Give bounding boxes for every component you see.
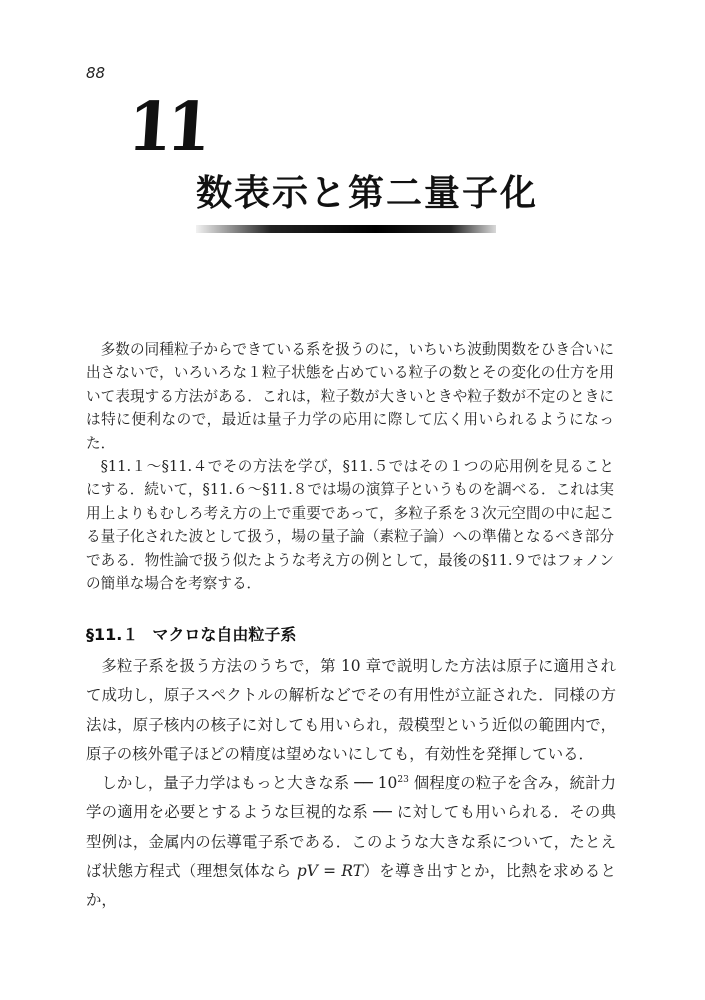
section-body — [86, 652, 616, 916]
chapter-title: 数表示と第二量子化 — [196, 173, 539, 214]
page-number: 88 — [86, 64, 106, 82]
section-number: §11.１ — [86, 625, 139, 644]
body-paragraph-2-part-3: ）を導き出すとか，比熱を求めるとか， — [86, 862, 616, 910]
body-paragraph-2-part-2: 個程度の粒子を含み，統計力学の適用を必要とするような巨視的な系 ── に対しても用いられる．その典型例は，金属内の伝導電子系である．このような大きな系について，たとえば状態方程式（理想気体なら — [86, 774, 616, 881]
exponent-23: 23 — [397, 775, 409, 786]
body-paragraph-1: 多粒子系を扱う方法のうちで，第 10 章で説明した方法は原子に適用されて成功し，原子スペクトルの解析などでその有用性が立証された．同様の方法は，原子核内の核子に対しても用いられ，殻模型という近似の範囲内で，原子の核外電子ほどの精度は望めないにしても，有効性を発揮している． — [86, 657, 616, 763]
chapter-title-underline — [196, 225, 496, 233]
equation-of-state: pV = RT — [296, 862, 363, 881]
section-heading — [86, 622, 296, 645]
intro-paragraph-2: §11.１〜§11.４でその方法を学び，§11.５ではその１つの応用例を見ることにする．続いて，§11.６〜§11.８では場の演算子というものを調べる．これは実用上よりもむしろ考え方の上で重要であって，多粒子系を３次元空間の中に起こる量子化された波として扱う，場の量子論（素粒子論）への準備となるべき部分である．物性論で扱う似たような考え方の例として，最後の§11.９ではフォノンの簡単な場合を考察する． — [86, 458, 614, 593]
section-title: マクロな自由粒子系 — [152, 625, 297, 644]
intro-paragraph-1: 多数の同種粒子からできている系を扱うのに，いちいち波動関数をひき合いに出さないで，いろいろな１粒子状態を占めている粒子の数とその変化の仕方を用いて表現する方法がある．これは，粒子数が大きいときや粒子数が不定のときには特に便利なので，最近は量子力学の応用に際して広く用いられるようになった． — [86, 341, 614, 452]
chapter-number: 11 — [125, 88, 208, 167]
body-paragraph-2-part-1: しかし，量子力学はもっと大きな系 ── 10 — [101, 774, 398, 793]
body-paragraph-2 — [86, 769, 616, 915]
chapter-intro — [86, 338, 614, 595]
